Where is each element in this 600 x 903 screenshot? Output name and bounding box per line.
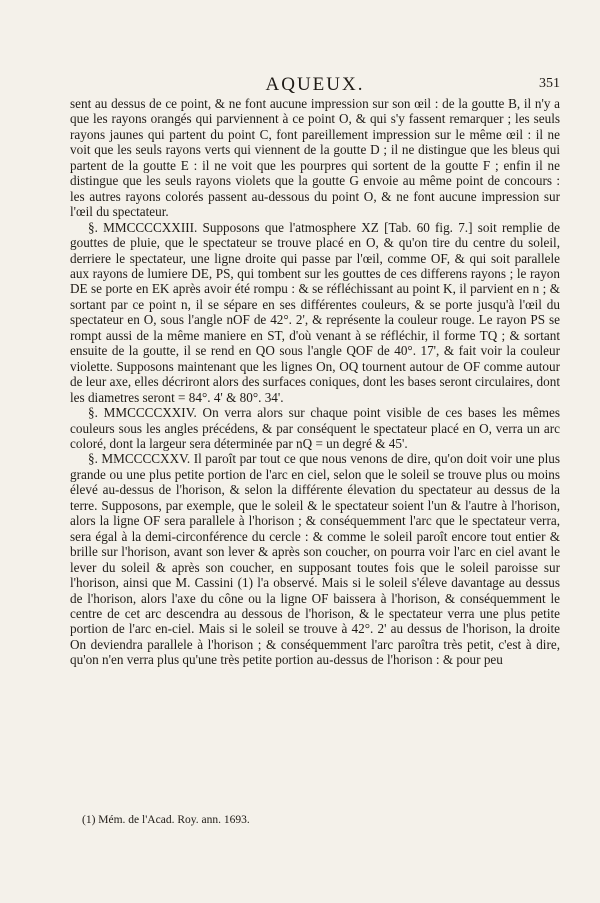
main-text <box>70 96 560 668</box>
paragraph-section-2423: §. MMCCCCXXIII. Supposons que l'atmosphere XZ [Tab. 60 fig. 7.] soit remplie de gouttes de pluie, que le spectateur se trouve placé en O, & qu'on tire du centre du soleil, derriere le spectateur, une ligne droite qui passe par l'œil, comme OF, & qui soit parallele aux rayons de lumiere DE, PS, qui tombent sur les gouttes de ces differens rayons ; le rayon DE se porte en EK après avoir été rompu : & se réfléchissant au point K, il parvient en n ; & sortant par ce point n, il se sépare en ses différentes couleurs, & se porte jusqu'à l'œil du spectateur en O, sous l'angle nOF de 42°. 2', & représente la couleur rouge. Le rayon PS se rompt aussi de la même maniere en ST, d'où venant à se réfléchir, il forme TQ ; & sortant ensuite de la goutte, il se rend en QO sous l'angle QOF de 40°. 17', & fait voir la couleur violette. Supposons maintenant que les lignes On, OQ tournent autour de OF comme autour de leur axe, elles décriront alors des surfaces coniques, dont les bases seront circulaires, dont les diametres seront = 84°. 4' & 80°. 34'. <box>70 219 560 405</box>
paragraph-section-2425: §. MMCCCCXXV. Il paroît par tout ce que nous venons de dire, qu'on doit voir une plus grande ou une plus petite portion de l'arc en ciel, selon que le soleil se trouve plus ou moins élevé au-dessus de l'horison, & selon la différente élevation du spectateur au dessus de la terre. Supposons, par exemple, que le soleil & le spectateur soient l'un & l'autre à l'horison, alors la ligne OF sera parallele à l'horison ; & conséquemment l'arc que le spectateur verra, sera égal à la demi-circonférence du cercle : & comme le soleil paroît encore tout entier & brille sur l'horison, avant son lever & après son coucher, on pourra voir l'arc en ciel avant le lever du soleil & après son coucher, en supposant toutes fois que le soleil paroisse sur l'horison, ainsi que M. Cassini (1) l'a observé. Mais si le soleil s'éleve davantage au dessus de l'horison, alors l'axe du cône ou la ligne OF baissera à l'horison, & conséquemment le centre de cet arc descendra au dessous de l'horison, & le spectateur verra une plus petite portion de l'arc en-ciel. Mais si le soleil se trouve à 42°. 2' au dessus de l'horison, la droite On deviendra parallele à l'horison ; & conséquemment l'arc paroîtra très petit, c'est à dire, qu'on n'en verra plus qu'une très petite portion au-dessus de l'horison : & pour peu <box>70 451 560 668</box>
footnote-rule <box>70 803 190 804</box>
page-number: 351 <box>539 76 560 91</box>
paragraph-continuation: sent au dessus de ce point, & ne font aucune impression sur son œil : de la goutte B, il n'y a que les rayons orangés qui parviennent à ce point O, & qui s'y fassent remarquer ; les seuls rayons jaunes qui partent du point C, font pareillement impression sur le même œil : il ne voit que les seuls rayons verts qui viennent de la goutte D ; il ne distingue que les bleus qui partent de la goutte E : il ne voit que les pourpres qui sortent de la goutte F ; enfin il ne distingue que les seuls rayons violets que la goutte G envoie au même point de concours : les autres rayons colorés passent au-dessous du point O, & ne font aucune impression sur l'œil du spectateur. <box>70 96 560 220</box>
running-title: AQUEUX. <box>265 74 365 95</box>
running-head <box>70 74 560 96</box>
footnote: (1) Mém. de l'Acad. Roy. ann. 1693. <box>82 814 250 826</box>
paragraph-section-2424: §. MMCCCCXXIV. On verra alors sur chaque point visible de ces bases les mêmes couleurs sous les angles précédens, & par conséquent le spectateur placé en O, verra un arc coloré, dont la largeur sera déterminée par nQ = un degré & 45'. <box>70 405 560 451</box>
